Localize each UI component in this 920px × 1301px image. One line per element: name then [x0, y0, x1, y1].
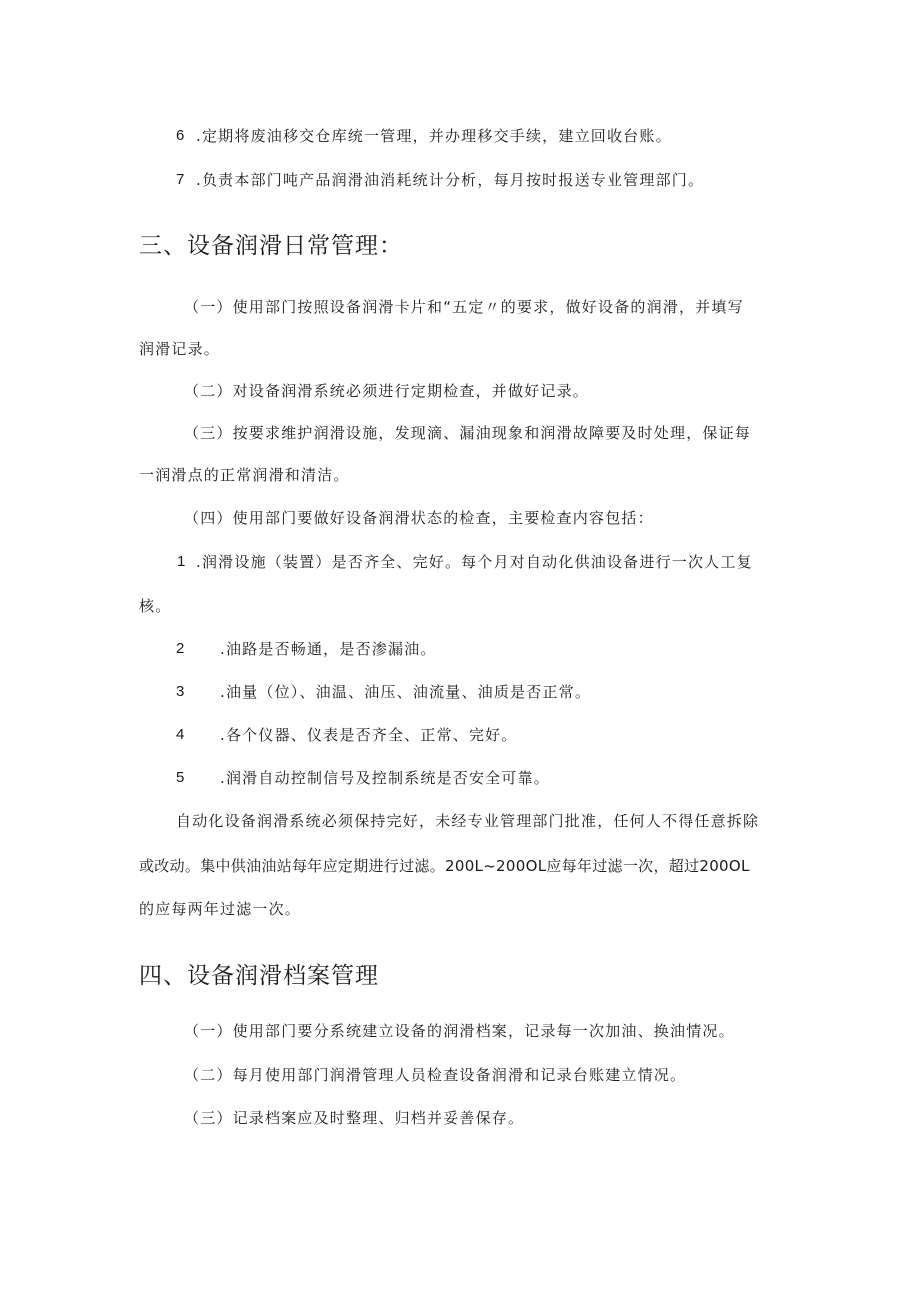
paragraph: （四）使用部门要做好设备润滑状态的检查，主要检查内容包括：	[184, 509, 654, 527]
check-text: .润滑自动控制信号及控制系统是否安全可靠。	[220, 769, 550, 787]
check-text: .各个仪器、仪表是否齐全、正常、完好。	[220, 726, 518, 744]
check-text: .油路是否畅通，是否渗漏油。	[220, 640, 437, 658]
paragraph-line: 一润滑点的正常润滑和清洁。	[139, 466, 350, 484]
check-number: 5	[176, 769, 185, 786]
paragraph: （二）每月使用部门润滑管理人员检查设备润滑和记录台账建立情况。	[184, 1066, 687, 1084]
check-number: 1	[177, 553, 186, 570]
paragraph: （一）使用部门要分系统建立设备的润滑档案，记录每一次加油、换油情况。	[184, 1022, 735, 1040]
paragraph-line: （一）使用部门按照设备润滑卡片和“五定〃的要求，做好设备的润滑，并填写	[184, 298, 744, 316]
item-text: .定期将废油移交仓库统一管理，并办理移交手续，建立回收台账。	[196, 127, 672, 145]
check-number: 4	[176, 726, 185, 743]
paragraph: （二）对设备润滑系统必须进行定期检查，并做好记录。	[184, 382, 590, 400]
paragraph-line: （三）按要求维护润滑设施，发现滴、漏油现象和润滑故障要及时处理，保证每	[184, 424, 752, 442]
section-heading: 三、设备润滑日常管理：	[139, 233, 403, 259]
note-line: 自动化设备润滑系统必须保持完好，未经专业管理部门批准，任何人不得任意拆除	[176, 812, 760, 830]
section-heading: 四、设备润滑档案管理	[139, 963, 379, 989]
paragraph-line: 润滑记录。	[139, 340, 221, 358]
check-text: .润滑设施（装置）是否齐全、完好。每个月对自动化供油设备进行一次人工复	[196, 553, 753, 571]
check-number: 3	[176, 683, 185, 700]
note-line: 的应每两年过滤一次。	[139, 900, 302, 918]
note-line: 或改动。集中供油油站每年应定期进行过滤。200L~200OL应每年过滤一次，超过200OL	[139, 857, 750, 875]
check-text: 核。	[139, 597, 172, 615]
paragraph: （三）记录档案应及时整理、归档并妥善保存。	[184, 1109, 525, 1127]
check-number: 2	[176, 640, 185, 657]
item-text: .负责本部门吨产品润滑油消耗统计分析，每月按时报送专业管理部门。	[196, 171, 705, 189]
item-number: 7	[176, 171, 185, 188]
item-number: 6	[176, 127, 185, 144]
check-text: .油量（位）、油温、油压、油流量、油质是否正常。	[220, 683, 592, 701]
